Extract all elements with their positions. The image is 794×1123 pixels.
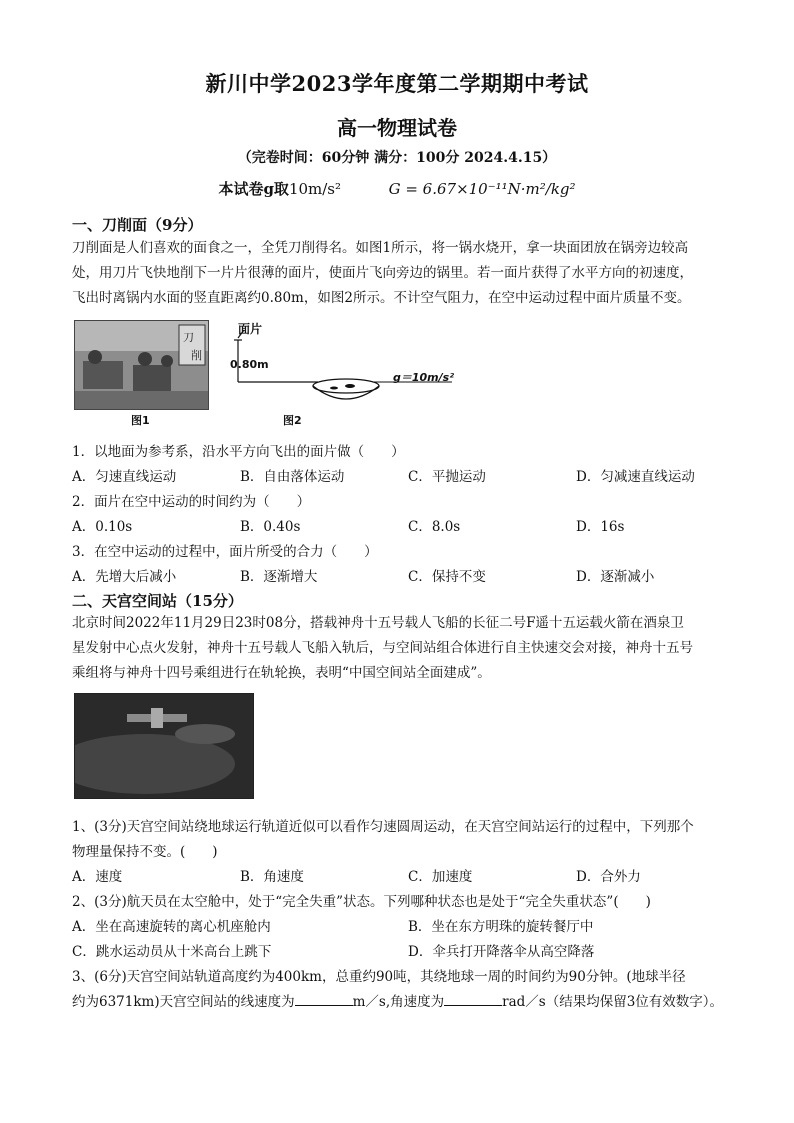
exam-title: 新川中学2023学年度第二学期期中考试 (205, 71, 589, 96)
option-a: A．坐在高速旋转的离心机座舱内 (72, 919, 271, 935)
paragraph-line: 处，用刀片飞快地削下一片片很薄的面片，使面片飞向旁边的锅里。若一面片获得了水平方向的初速度， (72, 265, 693, 281)
question-2-1-line2: 物理量保持不变。( ) (72, 844, 218, 860)
option-d: D．伞兵打开降落伞从高空降落 (408, 944, 595, 960)
option-d: D．16s (576, 519, 625, 535)
question-2-2-line1: 2、(3分)航天员在太空舱中，处于“完全失重”状态。下列哪种状态也是处于“完全失重状态”( ) (72, 894, 651, 910)
fig2-label-piece: 面片 (238, 322, 263, 336)
fig2-label-height: 0.80m (230, 358, 269, 371)
question-2-3-line2 (72, 990, 723, 1010)
section1-heading: 一、刀削面（9分） (72, 216, 203, 234)
section2-paragraph (72, 611, 732, 686)
section1-paragraph (72, 236, 732, 311)
q3-text-c: rad／s（结果均保留3位有效数字）。 (502, 994, 724, 1010)
question-2-1-line1: 1、(3分)天宫空间站绕地球运行轨道近似可以看作匀速圆周运动，在天宫空间站运行的过程中，下列那个 (72, 819, 694, 835)
answer-blank-angular-velocity[interactable] (444, 992, 502, 1006)
option-a: A．0.10s (72, 519, 133, 535)
option-b: B．自由落体运动 (240, 469, 345, 485)
option-b: B．0.40s (240, 519, 301, 535)
question-1-1: 1．以地面为参考系，沿水平方向飞出的面片做（ ） (72, 444, 405, 460)
paragraph-line: 乘组将与神舟十四号乘组进行在轨轮换，表明“中国空间站全面建成”。 (72, 665, 491, 681)
q3-text-a: 约为6371km)天宫空间站的线速度为 (72, 994, 295, 1010)
noodle-photo-sketch (75, 321, 208, 409)
fig2-caption: 图2 (283, 414, 302, 427)
fig2-label-g: g＝10m/s² (393, 371, 455, 384)
option-b: B．坐在东方明珠的旋转餐厅中 (408, 919, 594, 935)
gravitational-constant: G = 6.67×10⁻¹¹N·m²/kg² (388, 180, 576, 198)
option-a: A．先增大后减小 (72, 569, 177, 585)
option-c: C．加速度 (408, 869, 473, 885)
question-2-3-line1: 3、(6分)天宫空间站轨道高度约为400km，总重约90吨，其绕地球一周的时间约为90分钟。(地球半径 (72, 969, 686, 985)
g-label: 本试卷g取 (218, 180, 289, 198)
option-c: C．平抛运动 (408, 469, 486, 485)
option-b: B．逐渐增大 (240, 569, 318, 585)
answer-blank-velocity[interactable] (295, 992, 353, 1006)
fig1-caption: 图1 (131, 414, 150, 427)
option-a: A．匀速直线运动 (72, 469, 177, 485)
option-d: D．逐渐减小 (576, 569, 655, 585)
constants-line (0, 178, 794, 199)
paragraph-line: 飞出时离锅内水面的竖直距离约0.80m，如图2所示。不计空气阻力，在空中运动过程中面片质量不变。 (72, 290, 691, 306)
section2-heading: 二、天宫空间站（15分） (72, 592, 243, 610)
g-value: 10m/s² (288, 180, 342, 198)
option-d: D．合外力 (576, 869, 641, 885)
option-d: D．匀减速直线运动 (576, 469, 695, 485)
option-c: C．跳水运动员从十米高台上跳下 (72, 944, 272, 960)
option-c: C．保持不变 (408, 569, 486, 585)
question-1-2: 2．面片在空中运动的时间约为（ ） (72, 494, 311, 510)
option-c: C．8.0s (408, 519, 461, 535)
paragraph-line: 星发射中心点火发射，神舟十五号载人飞船入轨后，与空间站组合体进行自主快速交会对接，神舟十五号 (72, 640, 693, 656)
svg-text:削: 削 (191, 349, 202, 362)
noodle-chef-photo (74, 320, 209, 410)
space-station-photo (74, 693, 254, 799)
option-b: B．角速度 (240, 869, 304, 885)
option-a: A．速度 (72, 869, 123, 885)
exam-info: （完卷时间：60分钟 满分：100分 2024.4.15） (237, 150, 557, 166)
svg-text:刀: 刀 (183, 331, 194, 344)
paragraph-line: 北京时间2022年11月29日23时08分，搭载神舟十五号载人飞船的长征二号F遥十五运载火箭在酒泉卫 (72, 615, 684, 631)
exam-subtitle: 高一物理试卷 (337, 116, 457, 140)
q3-text-b: m／s,角速度为 (352, 994, 445, 1010)
paragraph-line: 刀削面是人们喜欢的面食之一，全凭刀削得名。如图1所示，将一锅水烧开，拿一块面团放在锅旁边较高 (72, 240, 689, 256)
question-1-3: 3．在空中运动的过程中，面片所受的合力（ ） (72, 544, 378, 560)
station-photo-sketch (75, 694, 253, 798)
